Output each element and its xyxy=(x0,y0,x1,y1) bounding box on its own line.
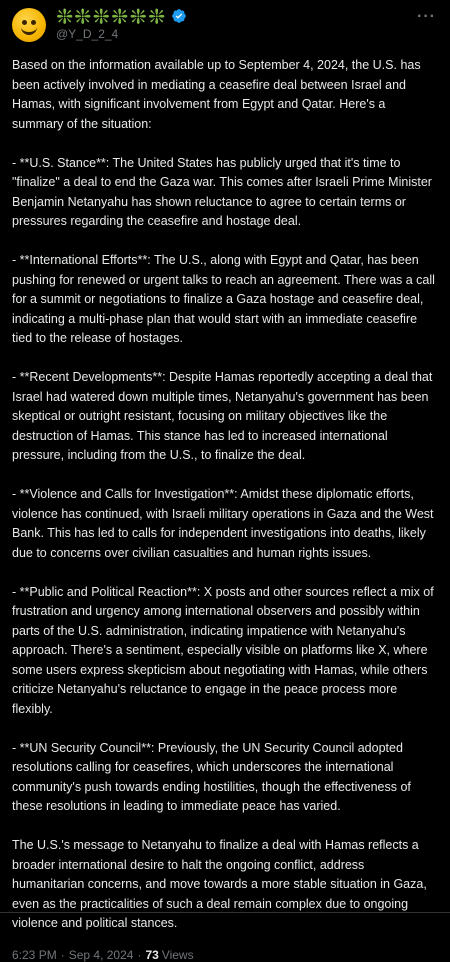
paragraph: Based on the information available up to September 4, 2024, the U.S. has been actively involved in mediating a ceasefire deal between Israel and Hamas, with significant involvement from Egypt and Qatar. Here's a summary of the situation: xyxy=(12,58,425,131)
meta-separator: · xyxy=(60,947,65,962)
avatar[interactable] xyxy=(12,8,46,42)
tweet-meta xyxy=(12,948,438,962)
author-block xyxy=(56,8,187,42)
tweet-header xyxy=(12,8,438,48)
post-time[interactable]: 6:23 PM xyxy=(12,947,57,962)
display-name-row[interactable] xyxy=(56,8,187,24)
avatar-eye-right xyxy=(31,20,36,25)
display-name[interactable]: ❇️❇️❇️❇️❇️❇️ xyxy=(56,8,167,24)
paragraph: - **U.S. Stance**: The United States has publicly urged that it's time to "finalize" a deal to end the Gaza war. This comes after Israeli Prime Minister Benjamin Netanyahu has shown reluctance to agree to certain terms or pressures regarding the ceasefire and hostage deal. xyxy=(12,155,436,228)
paragraph: - **Violence and Calls for Investigation**: Amidst these diplomatic efforts, violence has continued, with Israeli military operations in Gaza and the West Bank. This has led to calls for independent investigations into deaths, likely due to concerns over civilian casualties and human rights issues. xyxy=(12,487,437,560)
paragraph: - **Public and Political Reaction**: X posts and other sources reflect a mix of frustration and urgency among international observers and possibly within parts of the U.S. administration, indicating impatience with Netanyahu's approach. There's a sentiment, especially visible on platforms like X, where some users express skepticism about negotiating with Hamas, while others criticize Netanyahu's reluctance to engage in the peace process more flexibly. xyxy=(12,584,438,716)
ellipsis-icon[interactable]: ··· xyxy=(417,8,436,25)
avatar-eye-left xyxy=(22,20,27,25)
handle[interactable]: @Y_D_2_4 xyxy=(56,27,119,41)
paragraph: The U.S.'s message to Netanyahu to finalize a deal with Hamas reflects a broader international desire to halt the ongoing conflict, address humanitarian concerns, and move towards a more stable situation in Gaza, even as the practicalities of such a deal remain complex due to ongoing violence and political stances. xyxy=(12,838,431,930)
views-count[interactable]: 73 xyxy=(145,947,159,962)
meta-separator: · xyxy=(137,947,142,962)
avatar-mouth xyxy=(21,27,37,35)
views-label: Views xyxy=(161,947,194,962)
tweet-text xyxy=(12,56,438,934)
post-date[interactable]: Sep 4, 2024 xyxy=(68,947,134,962)
verified-badge-icon xyxy=(171,8,187,24)
paragraph: - **UN Security Council**: Previously, the UN Security Council adopted resolutions calling for ceasefires, which underscores the international community's push towards ending hostilities, though the effectiveness of these resolutions in leading to immediate peace has varied. xyxy=(12,740,415,813)
paragraph: - **International Efforts**: The U.S., along with Egypt and Qatar, has been pushing for renewed or urgent talks to reach an agreement. There was a call for a summit or negotiations to finalize a Gaza hostage and ceasefire deal, indicating a multi-phase plan that would start with an immediate ceasefire tied to the release of hostages. xyxy=(12,253,439,345)
paragraph: - **Recent Developments**: Despite Hamas reportedly accepting a deal that Israel had watered down multiple times, Netanyahu's government has been skeptical or outright resistant, focusing on military objectives like the destruction of Hamas. This stance has led to increased international pressure, including from the U.S., to finalize the deal. xyxy=(12,370,436,462)
